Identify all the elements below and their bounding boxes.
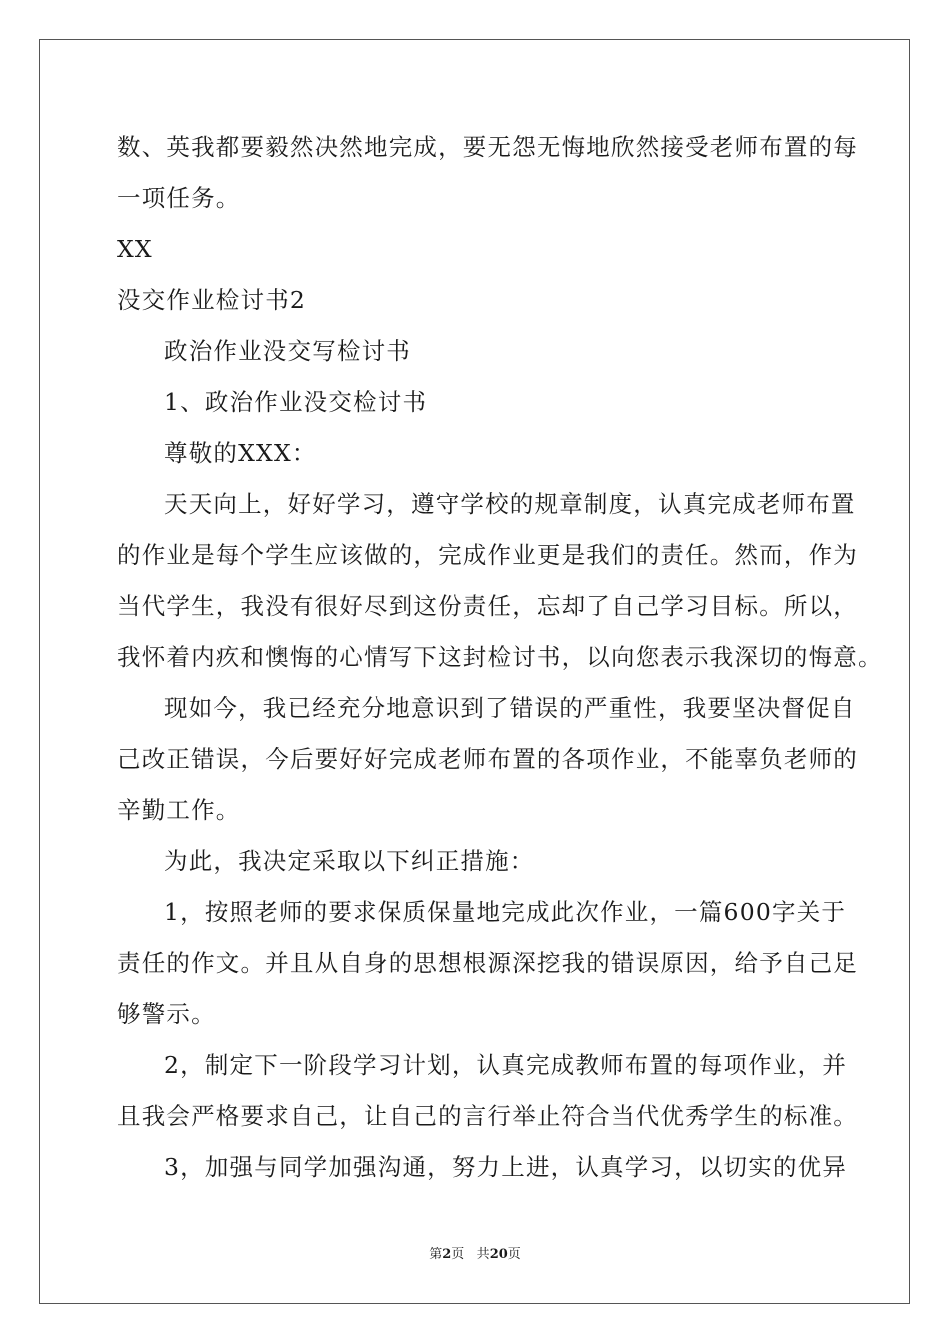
subtitle: 政治作业没交写检讨书 (164, 337, 411, 365)
paragraph-line: 己改正错误，今后要好好完成老师布置的各项作业，不能辜负老师的 (117, 745, 858, 773)
list-item-continuation: 且我会严格要求自己，让自己的言行举止符合当代优秀学生的标准。 (117, 1102, 858, 1130)
paragraph-line: 一项任务。 (117, 184, 241, 212)
paragraph-line: 我怀着内疚和懊悔的心情写下这封检讨书，以向您表示我深切的悔意。 (117, 643, 883, 671)
list-item: 2，制定下一阶段学习计划，认真完成教师布置的每项作业，并 (164, 1051, 848, 1079)
footer-page-current: 2 (442, 1247, 452, 1262)
list-item-continuation: 够警示。 (117, 1000, 216, 1028)
paragraph-line: 当代学生，我没有很好尽到这份责任，忘却了自己学习目标。所以， (117, 592, 858, 620)
footer-page-prefix: 第 (429, 1247, 443, 1262)
salutation: 尊敬的XXX： (164, 439, 317, 467)
paragraph-line: 的作业是每个学生应该做的，完成作业更是我们的责任。然而，作为 (117, 541, 858, 569)
list-item: 1，按照老师的要求保质保量地完成此次作业，一篇600字关于 (164, 898, 847, 926)
paragraph-line: 为此，我决定采取以下纠正措施： (164, 847, 535, 875)
footer-total-prefix: 共 (476, 1247, 490, 1262)
list-item-continuation: 责任的作文。并且从自身的思想根源深挖我的错误原因，给予自己足 (117, 949, 858, 977)
document-body (117, 122, 883, 1193)
signature-line: XX (117, 235, 153, 263)
paragraph-line: 辛勤工作。 (117, 796, 241, 824)
paragraph-line: 现如今，我已经充分地意识到了错误的严重性，我要坚决督促自 (164, 694, 856, 722)
footer-page-total: 20 (489, 1247, 508, 1262)
paragraph-line: 天天向上，好好学习，遵守学校的规章制度，认真完成老师布置 (164, 490, 856, 518)
list-item: 3，加强与同学加强沟通，努力上进，认真学习，以切实的优异 (164, 1153, 848, 1181)
footer-page-suffix: 页 (451, 1247, 465, 1262)
footer-total-suffix: 页 (507, 1247, 521, 1262)
section-title: 没交作业检讨书2 (117, 286, 307, 314)
subheading: 1、政治作业没交检讨书 (164, 388, 428, 416)
paragraph-line: 数、英我都要毅然决然地完成，要无怨无悔地欣然接受老师布置的每 (117, 133, 858, 161)
page-footer (0, 1246, 950, 1264)
